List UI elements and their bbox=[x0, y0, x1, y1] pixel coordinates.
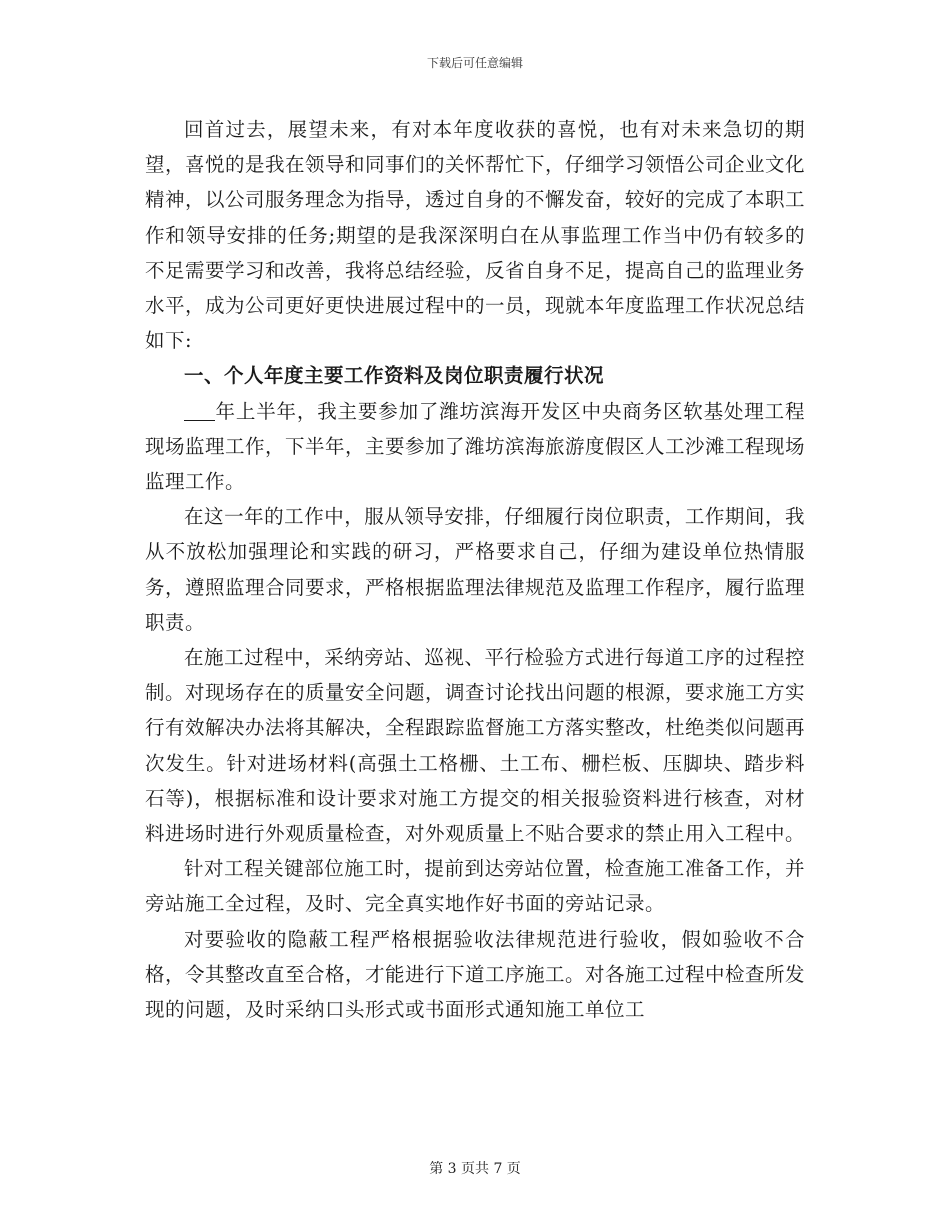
paragraph-acceptance: 对要验收的隐蔽工程严格根据验收法律规范进行验收，假如验收不合格，令其整改直至合格，才能进行下道工序施工。对各施工过程中检查所发现的问题，及时采纳口头形式或书面形式通知施工单位工 bbox=[145, 927, 806, 1022]
paragraph-duties: 在这一年的工作中，服从领导安排，仔细履行岗位职责，工作期间，我从不放松加强理论和实践的研习，严格要求自己，仔细为建设单位热情服务，遵照监理合同要求，严格根据监理法律规范及监理工作程序，履行监理职责。 bbox=[145, 505, 806, 634]
header-note: 下载后可任意编辑 bbox=[426, 56, 523, 70]
section-heading: 一、个人年度主要工作资料及岗位职责履行状况 bbox=[184, 364, 605, 388]
page-header bbox=[0, 54, 950, 71]
paragraph-key-parts: 针对工程关键部位施工时，提前到达旁站位置，检查施工准备工作，并旁站施工全过程，及时、完全真实地作好书面的旁站记录。 bbox=[145, 857, 805, 916]
page-footer bbox=[0, 1158, 950, 1178]
paragraph-intro: 回首过去，展望未来，有对本年度收获的喜悦，也有对未来急切的期望，喜悦的是我在领导和同事们的关怀帮忙下，仔细学习领悟公司企业文化精神，以公司服务理念为指导，透过自身的不懈发奋，较好的完成了本职工作和领导安排的任务;期望的是我深深明白在从事监理工作当中仍有较多的不足需要学习和改善，我将总结经验，反省自身不足，提高自己的监理业务水平，成为公司更好更快进展过程中的一员，现就本年度监理工作状况总结如下: bbox=[145, 118, 806, 353]
blank-year-underline bbox=[184, 400, 215, 421]
page-number: 第 3 页共 7 页 bbox=[429, 1161, 521, 1177]
paragraph-work-content bbox=[145, 394, 805, 500]
paragraph-process-control: 在施工过程中，采纳旁站、巡视、平行检验方式进行每道工序的过程控制。对现场存在的质量安全问题，调查讨论找出问题的根源，要求施工方实行有效解决办法将其解决，全程跟踪监督施工方落实整改，杜绝类似问题再次发生。针对进场材料(高强土工格栅、土工布、栅栏板、压脚块、踏步料石等)，根据标准和设计要求对施工方提交的相关报验资料进行核查，对材料进场时进行外观质量检查，对外观质量上不贴合要求的禁止用入工程中。 bbox=[145, 646, 806, 846]
document-body bbox=[145, 112, 805, 1027]
paragraph-work-content-text: 年上半年，我主要参加了潍坊滨海开发区中央商务区软基处理工程现场监理工作，下半年，主要参加了潍坊滨海旅游度假区人工沙滩工程现场监理工作。 bbox=[145, 399, 806, 494]
